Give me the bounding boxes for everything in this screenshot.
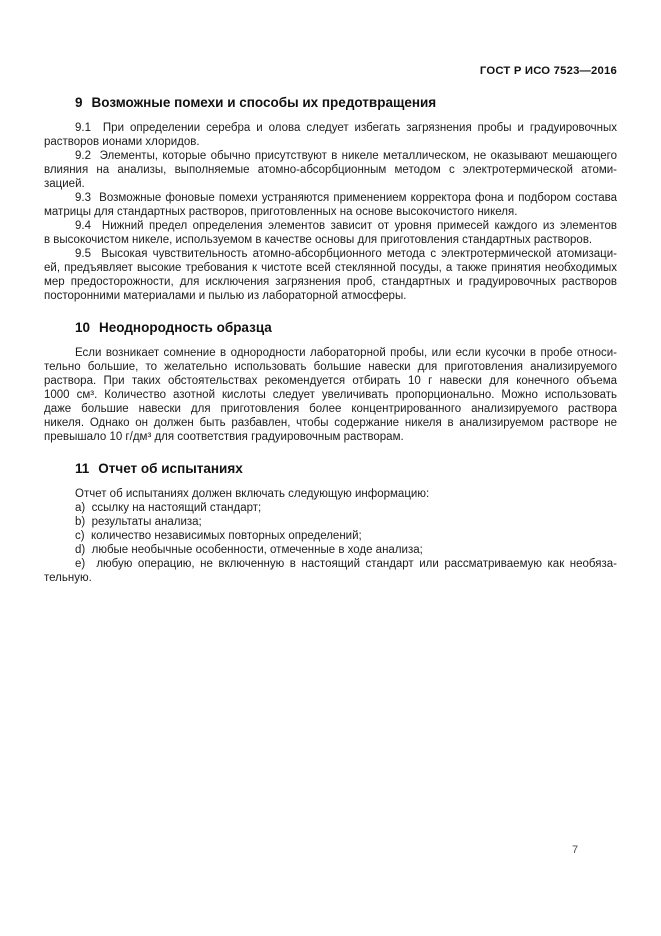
text-line: 9.2 Элементы, которые обычно присутствуют в никеле металлическом, не оказывают мешающего bbox=[75, 150, 617, 162]
text-line: Отчет об испытаниях должен включать следующую информацию: bbox=[75, 488, 430, 500]
text-line: посторонними материалами и пылью из лабораторной атмосферы. bbox=[44, 290, 407, 302]
text-line: тельную. bbox=[44, 572, 92, 584]
text-line: в высокочистом никеле, используемом в качестве основы для приготовления стандартных растворов. bbox=[44, 234, 593, 246]
section-number: 9 bbox=[75, 95, 83, 110]
text-line: растворов ионами хлоридов. bbox=[44, 136, 200, 148]
text-line: e) любую операцию, не включенную в настоящий стандарт или рассматриваемую как необяза- bbox=[75, 558, 617, 570]
section-title: Возможные помехи и способы их предотвращения bbox=[91, 95, 437, 110]
paragraph bbox=[44, 515, 617, 529]
section-number: 10 bbox=[75, 320, 91, 335]
text-line: 9.5 Высокая чувствительность атомно-абсорбционного метода с электротермической атомизаци- bbox=[75, 248, 617, 260]
paragraph bbox=[44, 247, 617, 303]
paragraph bbox=[44, 529, 617, 543]
text-line: зацией. bbox=[44, 178, 85, 190]
text-line: 9.4 Нижний предел определения элементов зависит от уровня примесей каждого из элементов bbox=[75, 220, 617, 232]
paragraph bbox=[44, 543, 617, 557]
text-line: тельно большие, то желательно использовать большие навески для приготовления анализируемого bbox=[44, 361, 617, 373]
section-number: 11 bbox=[75, 461, 90, 476]
paragraph bbox=[44, 501, 617, 515]
section-title: Отчет об испытаниях bbox=[98, 461, 243, 476]
text-line: c) количество независимых повторных определений; bbox=[75, 530, 362, 542]
document-code-header: ГОСТ Р ИСО 7523—2016 bbox=[479, 65, 617, 77]
text-line: 9.3 Возможные фоновые помехи устраняются применением корректора фона и подбором состава bbox=[75, 192, 617, 204]
text-line: даже большие навески для приготовления более концентрированного анализируемого раствора bbox=[44, 403, 617, 415]
section-heading bbox=[44, 94, 617, 111]
page-content bbox=[44, 64, 617, 585]
sections-container bbox=[44, 94, 617, 585]
paragraph bbox=[44, 487, 617, 501]
section-heading bbox=[44, 319, 617, 336]
text-line: 1000 см³. Количество азотной кислоты следует увеличивать пропорционально. Можно использовать bbox=[44, 389, 617, 401]
section-heading bbox=[44, 460, 617, 477]
text-line: Если возникает сомнение в однородности лабораторной пробы, или если кусочки в пробе относи- bbox=[75, 347, 617, 359]
section-title: Неоднородность образца bbox=[99, 320, 272, 335]
text-line: 9.1 При определении серебра и олова следует избегать загрязнения пробы и градуировочных bbox=[75, 122, 617, 134]
paragraph bbox=[44, 557, 617, 585]
text-line: a) ссылку на настоящий стандарт; bbox=[75, 502, 262, 514]
paragraph bbox=[44, 346, 617, 444]
paragraph bbox=[44, 149, 617, 191]
text-line: никеля. Однако он должен быть разбавлен, чтобы содержание никеля в анализируемом растворе не bbox=[44, 417, 617, 429]
text-line: b) результаты анализа; bbox=[75, 516, 202, 528]
text-line: влияния на анализы, выполняемые атомно-абсорбционным методом с электротермической атоми- bbox=[44, 164, 617, 176]
text-line: превышало 10 г/дм³ для соответствия градуировочным растворам. bbox=[44, 431, 404, 443]
text-line: матрицы для стандартных растворов, приготовленных на основе высокочистого никеля. bbox=[44, 206, 518, 218]
text-line: ей, предъявляет высокие требования к чистоте всей стеклянной посуды, а также принятия необходимых bbox=[44, 262, 617, 274]
text-line: d) любые необычные особенности, отмеченные в ходе анализа; bbox=[75, 544, 423, 556]
paragraph bbox=[44, 191, 617, 219]
paragraph bbox=[44, 121, 617, 149]
text-line: раствора. При таких обстоятельствах рекомендуется отбирать 10 г навески для конечного объема bbox=[44, 375, 617, 387]
paragraph bbox=[44, 219, 617, 247]
text-line: мер предосторожности, для исключения загрязнения проб, стандартных и градуировочных растворов bbox=[44, 276, 617, 288]
page-number: 7 bbox=[572, 844, 579, 856]
